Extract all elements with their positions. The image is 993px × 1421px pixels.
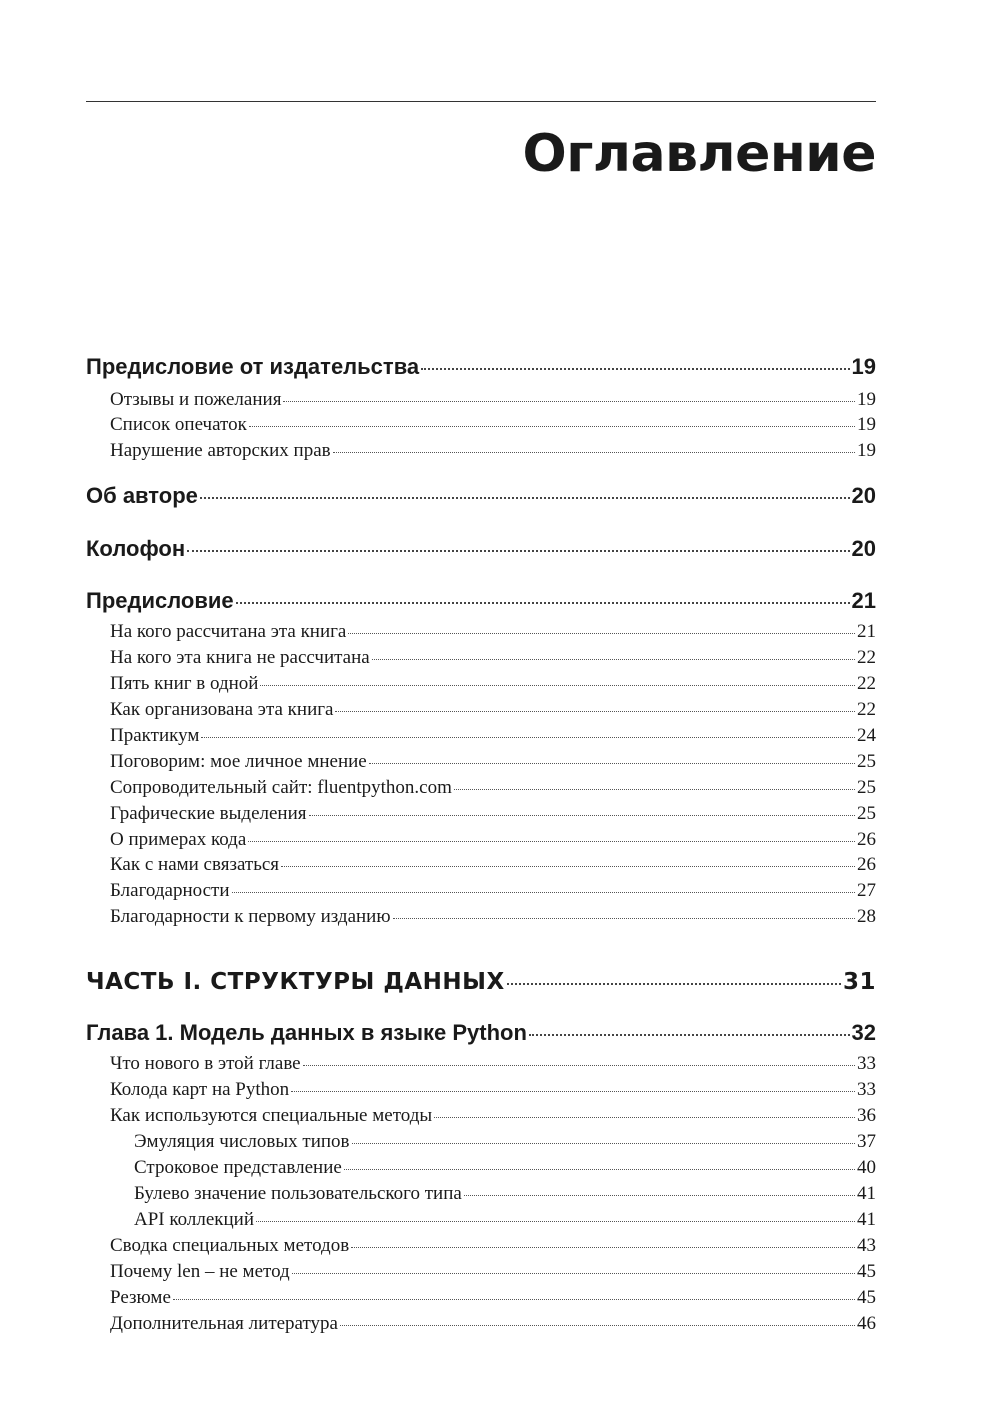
toc-dot-leader: [309, 815, 855, 816]
toc-section-entry[interactable]: [86, 905, 876, 929]
toc-page-number: 37: [857, 1131, 876, 1152]
toc-entry-title: Практикум: [110, 725, 200, 746]
toc-entry-title: Как организована эта книга: [110, 699, 334, 720]
toc-entry-title: Булево значение пользовательского типа: [134, 1183, 462, 1204]
toc-section-entry[interactable]: [86, 1104, 876, 1128]
toc-page-number: 25: [857, 777, 876, 798]
toc-entry-title: На кого рассчитана эта книга: [110, 621, 347, 642]
toc-page-number: 41: [857, 1209, 876, 1230]
toc-section-entry[interactable]: [86, 672, 876, 696]
toc-page-number: 36: [857, 1105, 876, 1126]
toc-section-entry[interactable]: [86, 724, 876, 748]
toc-dot-leader: [281, 866, 855, 867]
toc-entry-title: Почему len – не метод: [110, 1261, 290, 1282]
toc-dot-leader: [236, 602, 850, 604]
toc-part-entry[interactable]: [86, 965, 876, 999]
toc-chapter-entry[interactable]: [86, 1018, 876, 1048]
toc-page-number: 22: [857, 647, 876, 668]
toc-page-number: 25: [857, 751, 876, 772]
toc-entry-title: Дополнительная литература: [110, 1313, 338, 1334]
toc-dot-leader: [529, 1034, 850, 1036]
toc-dot-leader: [340, 1325, 855, 1326]
toc-page-number: 46: [857, 1313, 876, 1334]
toc-entry-title: Сводка специальных методов: [110, 1235, 350, 1256]
toc-entry-title: ЧАСТЬ I. СТРУКТУРЫ ДАННЫХ: [86, 969, 505, 995]
toc-entry-title: Резюме: [110, 1287, 171, 1308]
toc-section-entry[interactable]: [86, 776, 876, 800]
toc-entry-title: API коллекций: [134, 1209, 255, 1230]
toc-section-entry[interactable]: [86, 388, 876, 412]
toc-entry-title: Предисловие от издательства: [86, 354, 420, 379]
toc-dot-leader: [248, 841, 855, 842]
toc-entry-title: На кого эта книга не рассчитана: [110, 647, 370, 668]
toc-section-entry[interactable]: [86, 1130, 876, 1154]
toc-section-entry[interactable]: [86, 620, 876, 644]
toc-entry-title: Отзывы и пожелания: [110, 389, 282, 410]
toc-entry-title: О примерах кода: [110, 829, 247, 850]
toc-section-entry[interactable]: [86, 1052, 876, 1076]
toc-dot-leader: [201, 737, 855, 738]
toc-dot-leader: [434, 1117, 855, 1118]
toc-page-number: 22: [857, 673, 876, 694]
toc-page-number: 26: [857, 829, 876, 850]
toc-dot-leader: [200, 497, 850, 499]
toc-page-number: 45: [857, 1287, 876, 1308]
toc-entry-title: Нарушение авторских прав: [110, 440, 331, 461]
toc-section-entry[interactable]: [86, 413, 876, 437]
toc-chapter-entry[interactable]: [86, 352, 876, 382]
toc-dot-leader: [454, 789, 855, 790]
toc-page-number: 31: [842, 969, 876, 995]
toc-dot-leader: [291, 1091, 855, 1092]
toc-page-number: 28: [857, 906, 876, 927]
toc-page-number: 26: [857, 854, 876, 875]
toc-dot-leader: [335, 711, 855, 712]
toc-page-number: 20: [851, 483, 876, 508]
toc-dot-leader: [344, 1169, 855, 1170]
toc-dot-leader: [372, 659, 855, 660]
toc-page-number: 19: [851, 354, 876, 379]
toc-entry-title: Благодарности: [110, 880, 230, 901]
toc-section-entry[interactable]: [86, 1078, 876, 1102]
toc-page-number: 40: [857, 1157, 876, 1178]
toc-dot-leader: [249, 426, 855, 427]
toc-dot-leader: [173, 1299, 855, 1300]
toc-entry-title: Поговорим: мое личное мнение: [110, 751, 367, 772]
toc-section-entry[interactable]: [86, 879, 876, 903]
toc-dot-leader: [260, 685, 855, 686]
toc-section-entry[interactable]: [86, 1286, 876, 1310]
toc-page-number: 25: [857, 803, 876, 824]
toc-entry-title: Сопроводительный сайт: fluentpython.com: [110, 777, 452, 798]
toc-dot-leader: [369, 763, 855, 764]
toc-section-entry[interactable]: [86, 1234, 876, 1258]
toc-entry-title: Как используются специальные методы: [110, 1105, 433, 1126]
toc-dot-leader: [292, 1273, 855, 1274]
toc-dot-leader: [303, 1065, 855, 1066]
toc-section-entry[interactable]: [86, 853, 876, 877]
toc-section-entry[interactable]: [86, 1260, 876, 1284]
toc-dot-leader: [464, 1195, 855, 1196]
toc-entry-title: Колода карт на Python: [110, 1079, 290, 1100]
toc-section-entry[interactable]: [86, 439, 876, 463]
toc-section-entry[interactable]: [86, 698, 876, 722]
toc-dot-leader: [421, 368, 849, 370]
toc-entry-title: Предисловие: [86, 588, 234, 613]
toc-dot-leader: [232, 892, 856, 893]
toc-entry-title: Благодарности к первому изданию: [110, 906, 391, 927]
toc-section-entry[interactable]: [86, 1182, 876, 1206]
page-title: Оглавление: [522, 124, 876, 184]
toc-entry-title: Список опечаток: [110, 414, 247, 435]
toc-dot-leader: [351, 1247, 855, 1248]
toc-dot-leader: [348, 633, 855, 634]
toc-entry-title: Глава 1. Модель данных в языке Python: [86, 1020, 527, 1045]
toc-page-number: 45: [857, 1261, 876, 1282]
toc-page-number: 19: [857, 440, 876, 461]
top-rule: [86, 101, 876, 102]
toc-chapter-entry[interactable]: [86, 481, 876, 511]
toc-section-entry[interactable]: [86, 828, 876, 852]
toc-page-number: 22: [857, 699, 876, 720]
toc-section-entry[interactable]: [86, 646, 876, 670]
toc-section-entry[interactable]: [86, 802, 876, 826]
toc-dot-leader: [333, 452, 855, 453]
toc-page-number: 20: [851, 536, 876, 561]
toc-section-entry[interactable]: [86, 1156, 876, 1180]
toc-section-entry[interactable]: [86, 1208, 876, 1232]
toc-chapter-entry[interactable]: [86, 534, 876, 564]
toc-dot-leader: [256, 1221, 855, 1222]
toc-page-number: 19: [857, 414, 876, 435]
toc-section-entry[interactable]: [86, 1312, 876, 1336]
toc-page-number: 27: [857, 880, 876, 901]
toc-entry-title: Об авторе: [86, 483, 198, 508]
toc-page-number: 21: [851, 588, 876, 613]
toc-page-number: 33: [857, 1053, 876, 1074]
toc-entry-title: Пять книг в одной: [110, 673, 259, 694]
toc-page-number: 43: [857, 1235, 876, 1256]
toc-entry-title: Как с нами связаться: [110, 854, 280, 875]
toc-dot-leader: [187, 550, 849, 552]
toc-dot-leader: [507, 983, 841, 985]
toc-dot-leader: [393, 918, 855, 919]
toc-page-number: 41: [857, 1183, 876, 1204]
toc-page-number: 32: [851, 1020, 876, 1045]
toc-entry-title: Эмуляция числовых типов: [134, 1131, 350, 1152]
toc-page-number: 19: [857, 389, 876, 410]
toc-chapter-entry[interactable]: [86, 586, 876, 616]
toc-page-number: 33: [857, 1079, 876, 1100]
toc-entry-title: Строковое представление: [134, 1157, 342, 1178]
toc-page-number: 21: [857, 621, 876, 642]
toc-dot-leader: [352, 1143, 855, 1144]
toc-section-entry[interactable]: [86, 750, 876, 774]
toc-entry-title: Графические выделения: [110, 803, 307, 824]
toc-page-number: 24: [857, 725, 876, 746]
toc-entry-title: Колофон: [86, 536, 186, 561]
toc-dot-leader: [283, 401, 855, 402]
toc-entry-title: Что нового в этой главе: [110, 1053, 301, 1074]
